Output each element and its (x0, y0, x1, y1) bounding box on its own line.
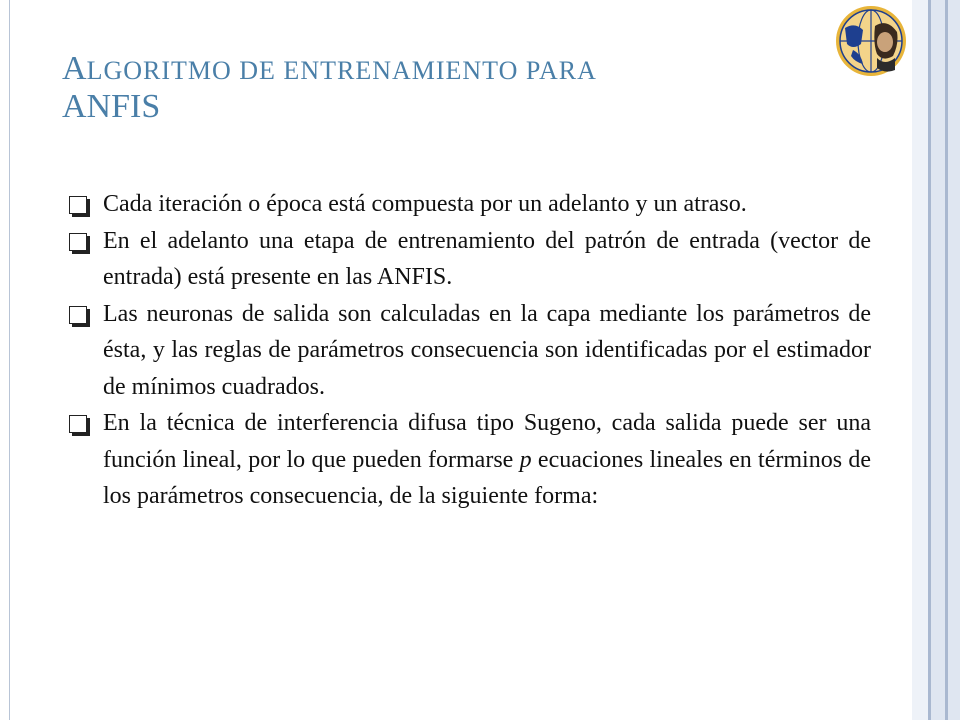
title-line-1-rest: LGORITMO DE ENTRENAMIENTO PARA (86, 56, 597, 85)
bullet-text: Las neuronas de salida son calculadas en la capa mediante los parámetros de ésta, y las reglas de parámetros consecuencia son identificadas por el estimador de mínimos cuadrados. (103, 300, 871, 400)
checkbox-bullet-icon (69, 233, 87, 251)
italic-variable-p: p (519, 446, 532, 473)
bullet-text: En el adelanto una etapa de entrenamiento del patrón de entrada (vector de entrada) está presente en las ANFIS. (103, 227, 871, 290)
bullet-list (67, 186, 871, 515)
institution-logo (833, 4, 909, 78)
title-initial: A (62, 50, 87, 87)
bullet-item (67, 405, 871, 515)
bullet-item (67, 223, 871, 296)
bullet-text: Cada iteración o época está compuesta por un adelanto y un atraso. (103, 191, 747, 217)
checkbox-bullet-icon (69, 196, 87, 214)
bullet-text-part: ecuaciones lineales en términos de los parámetros consecuencia, de la siguiente forma: (103, 446, 871, 509)
right-decorative-band (912, 0, 960, 720)
bullet-item (67, 186, 871, 223)
title-line-1 (62, 50, 822, 88)
left-border-line (9, 0, 10, 720)
slide-title (62, 50, 822, 126)
bullet-text-part: En la técnica de interferencia difusa tipo Sugeno, cada salida puede ser una función lineal, por lo que pueden formarse (103, 410, 871, 473)
checkbox-bullet-icon (69, 306, 87, 324)
title-line-2: ANFIS (62, 88, 161, 126)
checkbox-bullet-icon (69, 415, 87, 433)
bullet-text (103, 405, 871, 515)
bullet-item (67, 296, 871, 406)
